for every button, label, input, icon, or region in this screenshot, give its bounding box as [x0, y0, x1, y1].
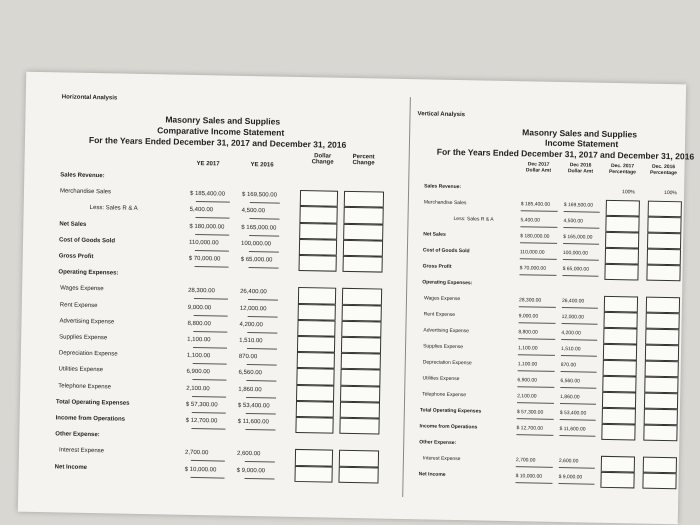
left-value-2017: 9,000.00 — [187, 304, 212, 311]
left-value-2016: $ 65,000.00 — [240, 256, 273, 264]
left-value-2017: $ 10,000.00 — [184, 466, 217, 474]
left-value-2016: 100,000.00 — [240, 240, 272, 248]
right-answer-box — [602, 392, 636, 409]
left-underline — [192, 379, 226, 381]
left-value-2016: 4,200.00 — [239, 321, 263, 329]
left-answer-box — [297, 352, 335, 369]
right-value-2016: $ 65,000.00 — [562, 266, 590, 273]
right-period-title: For the Years Ended December 31, 2017 and December 31, 2016 — [436, 146, 695, 162]
right-underline — [562, 307, 598, 309]
left-answer-box — [299, 239, 337, 256]
left-value-2017: 1,100.00 — [186, 353, 211, 360]
left-underline — [250, 202, 280, 204]
left-underline — [249, 267, 279, 269]
left-value-2017: $ 70,000.00 — [188, 255, 221, 263]
right-value-2017: 28,300.00 — [518, 297, 542, 304]
left-row-label: Supplies Expense — [59, 334, 108, 342]
left-value-2016: 2,600.00 — [236, 451, 261, 458]
right-value-2017: $ 12,700.00 — [516, 425, 544, 432]
right-value-2017: $ 10,000.00 — [515, 473, 543, 480]
left-answer-box — [339, 450, 379, 467]
left-value-2016: 6,560.00 — [238, 370, 262, 377]
left-underline — [246, 380, 276, 382]
right-underline — [516, 466, 553, 468]
left-underline — [249, 251, 279, 253]
horizontal-analysis-label: Horizontal Analysis — [61, 94, 118, 102]
left-value-2017: $ 12,700.00 — [185, 417, 218, 425]
left-underline — [245, 429, 275, 431]
right-underline — [564, 211, 600, 213]
right-answer-box — [604, 264, 638, 281]
left-underline — [247, 332, 277, 334]
left-underline — [193, 347, 227, 349]
left-value-2016: 1,860.00 — [238, 386, 262, 393]
left-value-2017: 1,100.00 — [187, 336, 211, 344]
right-row-label: Supplies Expense — [423, 343, 464, 351]
right-value-2017: $ 185,400.00 — [520, 201, 551, 208]
left-answer-box — [298, 304, 336, 321]
left-value-2016: $ 9,000.00 — [236, 467, 266, 474]
right-answer-box — [644, 377, 678, 394]
pct-2017-sales: 100% — [622, 189, 635, 196]
right-underline — [519, 274, 556, 276]
right-answer-box — [603, 312, 637, 329]
left-underline — [195, 217, 229, 219]
right-value-2016: $ 169,500.00 — [563, 202, 594, 209]
left-value-2016: 4,500.00 — [241, 208, 266, 215]
right-underline — [561, 355, 597, 357]
right-row-label: Utilities Expense — [422, 375, 460, 383]
right-row-label: Net Sales — [423, 231, 446, 238]
right-company-title: Masonry Sales and Supplies — [522, 127, 638, 140]
left-row-label: Income from Operations — [55, 415, 126, 423]
left-value-2017: $ 185,400.00 — [189, 191, 226, 198]
left-row-label: Utilities Expense — [58, 366, 103, 374]
right-answer-box — [601, 424, 635, 441]
right-underline — [560, 387, 596, 389]
left-answer-box — [344, 191, 384, 208]
left-row-label: Gross Profit — [58, 253, 94, 261]
right-underline — [518, 354, 555, 356]
right-row-label: Less: Sales R & A — [453, 215, 494, 223]
right-row-label: Merchandise Sales — [423, 199, 467, 207]
left-answer-box — [342, 304, 382, 321]
right-answer-box — [642, 473, 676, 490]
left-underline — [247, 348, 277, 350]
left-row-label: Depreciation Expense — [58, 350, 118, 358]
right-value-2017: 6,900.00 — [517, 377, 537, 384]
right-answer-box — [648, 201, 682, 218]
left-value-2016: $ 11,600.00 — [237, 418, 269, 426]
left-period-title: For the Years Ended December 31, 2017 and December 31, 2016 — [88, 134, 347, 150]
left-answer-box — [343, 207, 383, 224]
left-underline — [245, 478, 275, 480]
left-row-label: Interest Expense — [58, 447, 105, 455]
right-row-label: Gross Profit — [422, 263, 452, 270]
left-answer-box — [339, 418, 379, 435]
right-value-2016: 1,860.00 — [560, 394, 580, 401]
left-underline — [191, 428, 225, 430]
right-answer-box — [647, 233, 681, 250]
right-answer-box — [603, 344, 637, 361]
right-row-label: Rent Expense — [423, 311, 456, 318]
right-row-label: Net Income — [418, 471, 446, 478]
left-underline — [191, 460, 225, 462]
right-row-label: Wages Expense — [423, 295, 461, 303]
right-answer-box — [644, 409, 678, 426]
right-answer-box — [647, 217, 681, 234]
left-underline — [249, 235, 279, 237]
right-value-2017: 2,700.00 — [515, 457, 536, 464]
right-underline — [563, 227, 599, 229]
right-row-label: Operating Expenses: — [422, 279, 473, 287]
left-underline — [194, 298, 228, 300]
pct-2016-sales: 100% — [664, 189, 677, 197]
right-value-2016: 870.00 — [560, 362, 577, 369]
right-underline — [519, 322, 556, 324]
left-underline — [194, 315, 228, 317]
right-value-2017: 1,100.00 — [517, 361, 538, 368]
left-underline — [247, 364, 277, 366]
right-value-2017: $ 57,300.00 — [516, 409, 544, 416]
left-row-label: Net Income — [54, 463, 88, 471]
right-underline — [519, 306, 556, 308]
left-answer-box — [343, 223, 383, 240]
right-answer-box — [603, 360, 637, 377]
left-value-2017: 5,400.00 — [189, 207, 214, 214]
right-answer-box — [600, 472, 634, 489]
left-header-ye2016: YE 2016 — [250, 162, 274, 169]
left-company-title: Masonry Sales and Supplies — [165, 114, 281, 127]
right-header-dec2017-amt: Dec 2017 Dollar Amt — [525, 161, 552, 174]
left-answer-box — [342, 288, 382, 305]
right-answer-box — [605, 216, 639, 233]
right-underline — [563, 259, 599, 261]
right-value-2016: 2,600.00 — [558, 458, 579, 465]
right-underline — [521, 210, 558, 212]
right-row-label: Cost of Goods Sold — [422, 247, 470, 255]
left-answer-box — [299, 223, 337, 240]
left-value-2017: 28,300.00 — [188, 288, 215, 295]
right-answer-box — [603, 328, 637, 345]
right-value-2017: 1,100.00 — [518, 345, 538, 352]
left-answer-box — [340, 385, 380, 402]
left-answer-box — [297, 336, 335, 353]
left-value-2016: 870.00 — [238, 354, 258, 361]
left-value-2017: $ 180,000.00 — [189, 223, 225, 231]
left-value-2017: 110,000.00 — [188, 239, 219, 247]
right-underline — [560, 419, 596, 421]
left-value-2016: $ 169,500.00 — [241, 192, 278, 199]
right-answer-box — [647, 249, 681, 266]
right-underline — [561, 371, 597, 373]
right-value-2016: 4,500.00 — [563, 218, 584, 225]
right-value-2017: $ 70,000.00 — [519, 265, 547, 272]
right-underline — [559, 467, 595, 469]
left-answer-box — [338, 466, 378, 483]
right-underline — [520, 258, 557, 260]
worksheet — [18, 72, 695, 525]
left-answer-box — [340, 402, 380, 419]
left-row-label: Rent Expense — [59, 301, 98, 309]
right-answer-box — [605, 232, 639, 249]
left-answer-box — [341, 321, 381, 338]
right-answer-box — [645, 329, 679, 346]
right-value-2016: $ 53,400.00 — [559, 410, 587, 417]
right-underline — [520, 242, 557, 244]
right-underline — [562, 275, 598, 277]
left-answer-box — [343, 240, 383, 257]
left-header-dollar-change: Dollar Change — [311, 153, 334, 166]
left-value-2017: 6,900.00 — [186, 369, 210, 376]
left-answer-box — [296, 401, 334, 418]
left-value-2016: 26,400.00 — [240, 289, 267, 296]
left-header-ye2017: YE 2017 — [196, 160, 220, 168]
right-value-2016: 1,510.00 — [561, 346, 581, 353]
right-answer-box — [602, 376, 636, 393]
right-answer-box — [645, 361, 679, 378]
right-value-2017: 5,400.00 — [520, 217, 541, 224]
right-row-label: Other Expense: — [419, 439, 457, 447]
right-underline — [563, 243, 599, 245]
right-row-label: Interest Expense — [422, 455, 461, 463]
right-answer-box — [644, 393, 678, 410]
left-answer-box — [295, 417, 333, 434]
left-underline — [192, 412, 226, 414]
right-underline — [559, 435, 595, 437]
right-answer-box — [646, 297, 680, 314]
right-value-2016: 6,560.00 — [560, 378, 580, 385]
left-value-2017: 2,700.00 — [184, 450, 209, 457]
right-answer-box — [645, 345, 679, 362]
left-underline — [249, 218, 279, 220]
right-underline — [516, 434, 553, 436]
left-underline — [245, 461, 275, 463]
vertical-analysis-label: Vertical Analysis — [417, 111, 466, 119]
right-header-dec2016-amt: Dec 2016 Dollar Amt — [567, 162, 594, 175]
right-answer-box — [646, 265, 680, 282]
left-value-2016: $ 165,000.00 — [241, 224, 277, 232]
left-underline — [193, 331, 227, 333]
left-statement-title: Comparative Income Statement — [157, 125, 285, 138]
right-row-label: Advertising Expense — [423, 327, 470, 335]
right-underline — [517, 386, 554, 388]
right-header-dec2016-pct: Dec. 2016 Percentage — [649, 163, 677, 177]
left-answer-box — [340, 369, 380, 386]
left-underline — [195, 266, 229, 268]
left-value-2017: 8,800.00 — [187, 320, 211, 328]
right-value-2016: $ 9,000.00 — [558, 473, 583, 481]
left-underline — [248, 316, 278, 318]
right-value-2017: 8,800.00 — [518, 329, 538, 336]
left-underline — [246, 413, 276, 415]
right-underline — [517, 402, 554, 404]
center-divider — [402, 97, 411, 497]
right-answer-box — [645, 313, 679, 330]
left-row-label: Merchandise Sales — [59, 188, 112, 196]
right-underline — [517, 418, 554, 420]
right-row-label: Total Operating Expenses — [419, 407, 482, 415]
left-underline — [196, 201, 230, 203]
left-answer-box — [295, 449, 333, 466]
left-underline — [195, 250, 229, 252]
left-row-label: Less: Sales R & A — [89, 205, 138, 213]
left-answer-box — [341, 353, 381, 370]
left-answer-box — [297, 320, 335, 337]
right-answer-box — [601, 456, 635, 473]
left-answer-box — [300, 190, 338, 207]
left-underline — [191, 477, 225, 479]
left-row-label: Total Operating Expenses — [55, 399, 130, 407]
left-answer-box — [296, 368, 334, 385]
left-row-label: Cost of Goods Sold — [58, 237, 116, 245]
left-value-2016: 1,510.00 — [239, 337, 263, 345]
right-answer-box — [604, 296, 638, 313]
right-underline — [518, 338, 555, 340]
right-underline — [562, 323, 598, 325]
left-underline — [193, 363, 227, 365]
right-row-label: Income from Operations — [419, 423, 478, 431]
left-underline — [192, 396, 226, 398]
right-answer-box — [643, 425, 677, 442]
right-answer-box — [643, 457, 677, 474]
left-answer-box — [294, 466, 332, 483]
right-value-2016: 12,000.00 — [561, 314, 584, 321]
left-underline — [246, 397, 276, 399]
right-header-dec2017-pct: Dec. 2017 Percentage — [608, 162, 637, 176]
left-answer-box — [298, 287, 336, 304]
right-underline — [515, 482, 552, 484]
left-row-label: Advertising Expense — [59, 318, 115, 326]
right-answer-box — [605, 248, 639, 265]
right-underline — [561, 339, 597, 341]
right-answer-box — [602, 408, 636, 425]
left-answer-box — [296, 385, 334, 402]
right-value-2016: 26,400.00 — [561, 298, 585, 305]
left-value-2017: $ 57,300.00 — [185, 401, 218, 409]
right-underline — [520, 226, 557, 228]
right-value-2017: 110,000.00 — [519, 249, 545, 256]
left-row-label: Net Sales — [59, 220, 87, 228]
right-value-2017: $ 180,000.00 — [520, 233, 550, 240]
right-value-2016: $ 165,000.00 — [563, 234, 593, 241]
right-row-label: Sales Revenue: — [424, 183, 462, 191]
left-row-label: Telephone Expense — [58, 382, 112, 390]
left-answer-box — [299, 206, 337, 223]
left-header-percent-change: Percent Change — [352, 153, 375, 167]
left-row-label: Wages Expense — [60, 285, 104, 293]
left-answer-box — [342, 256, 382, 273]
right-row-label: Telephone Expense — [422, 391, 467, 399]
right-answer-box — [606, 200, 640, 217]
left-row-label: Sales Revenue: — [60, 172, 105, 180]
left-value-2017: 2,100.00 — [186, 385, 210, 392]
right-value-2017: 2,100.00 — [517, 393, 537, 400]
left-value-2016: $ 53,400.00 — [237, 402, 270, 410]
right-underline — [558, 483, 594, 485]
right-underline — [560, 403, 596, 405]
right-row-label: Depreciation Expense — [422, 359, 472, 367]
left-answer-box — [341, 337, 381, 354]
left-value-2016: 12,000.00 — [239, 305, 267, 312]
left-underline — [248, 299, 278, 301]
left-answer-box — [299, 255, 337, 272]
left-row-label: Operating Expenses: — [58, 269, 119, 277]
right-value-2016: 4,200.00 — [561, 330, 581, 337]
right-statement-title: Income Statement — [544, 137, 619, 150]
right-value-2016: $ 11,600.00 — [559, 426, 586, 433]
right-underline — [518, 370, 555, 372]
left-underline — [195, 234, 229, 236]
right-value-2016: 100,000.00 — [562, 250, 588, 257]
left-row-label: Other Expense: — [55, 431, 100, 439]
right-value-2017: 9,000.00 — [518, 313, 539, 320]
